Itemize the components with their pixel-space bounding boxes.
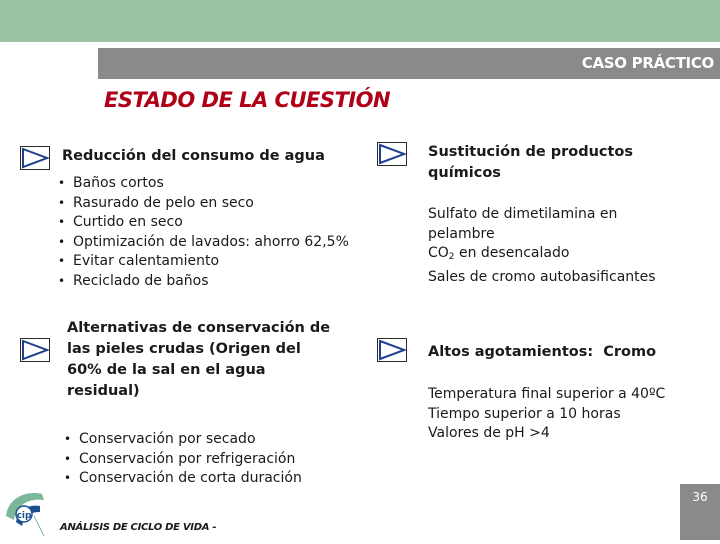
page-number: 36: [692, 490, 708, 504]
chrome-exhaustion-heading: Altos agotamientos: Cromo: [428, 344, 657, 360]
arrow-bullet-icon: [377, 338, 407, 362]
list-item: • Conservación de corta duración: [62, 469, 302, 489]
list-item: • Reciclado de baños: [56, 272, 349, 292]
water-reduction-list: [56, 174, 349, 291]
water-reduction-heading: Reducción del consumo de agua: [62, 148, 325, 164]
page-number-box: [680, 484, 720, 540]
conservation-list: [62, 430, 302, 489]
hide-conservation-heading: Alternativas de conservación de las pieles crudas (Origen del 60% de la sal en el agua residual): [67, 320, 331, 399]
co2-line: $CO_2$ en desencalado: [428, 245, 570, 262]
cip-logo: [0, 486, 48, 540]
list-item: • Curtido en seco: [56, 213, 349, 233]
list-item: • Rasurado de pelo en seco: [56, 194, 349, 214]
slide-title: ESTADO DE LA CUESTIÓN: [104, 88, 391, 112]
top-bar: [0, 0, 720, 42]
chemical-substitution-heading: Sustitución de productos químicos: [428, 144, 634, 181]
list-item: • Baños cortos: [56, 174, 349, 194]
chrome-exhaustion-text: Temperatura final superior a 40ºC Tiempo superior a 10 horas Valores de pH >4: [428, 386, 666, 441]
list-item: • Conservación por refrigeración: [62, 450, 302, 470]
list-item: • Evitar calentamiento: [56, 252, 349, 272]
arrow-bullet-icon: [20, 338, 50, 362]
list-item: • Conservación por secado: [62, 430, 302, 450]
section-band: [98, 48, 720, 79]
arrow-bullet-icon: [377, 142, 407, 166]
footer-text: ANÁLISIS DE CICLO DE VIDA -: [60, 522, 217, 533]
chemical-substitution-text: Sulfato de dimetilamina en pelambre $CO_2$ en desencalado Sales de cromo autobasificantes: [428, 206, 656, 285]
section-label: CASO PRÁCTICO: [581, 54, 714, 72]
list-item: • Optimización de lavados: ahorro 62,5%: [56, 233, 349, 253]
arrow-bullet-icon: [20, 146, 50, 170]
svg-text:cip: cip: [16, 511, 32, 521]
